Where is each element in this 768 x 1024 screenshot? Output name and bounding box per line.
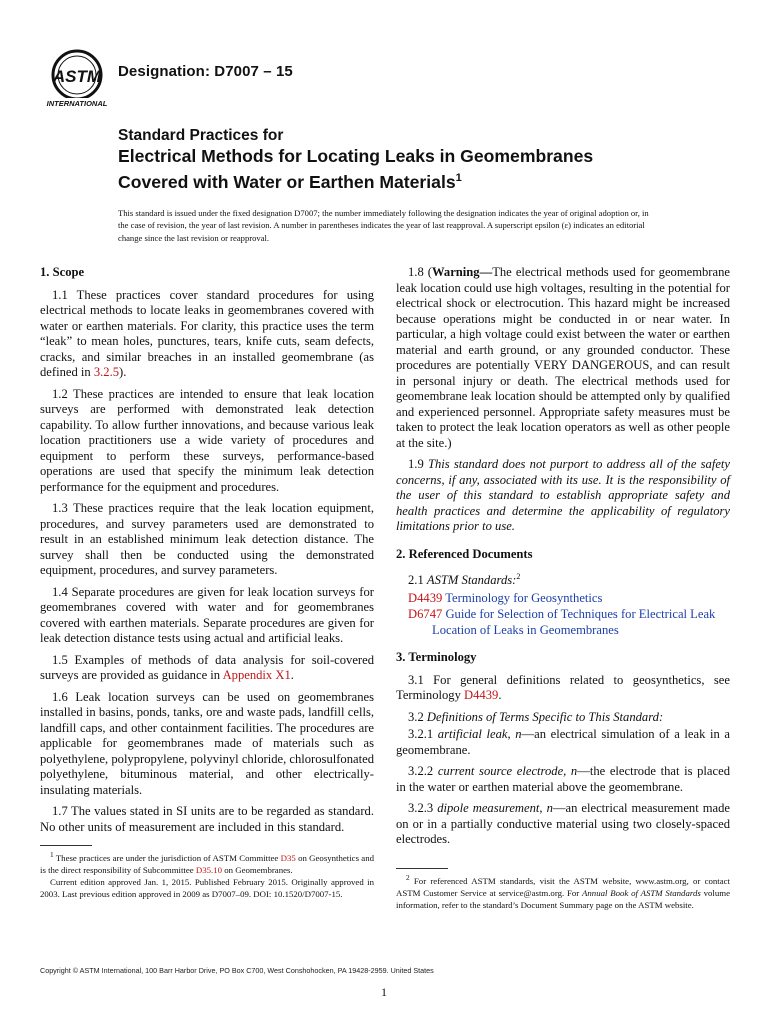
- issued-note: This standard is issued under the fixed designation D7007; the number immediately following the designation indicates the year of original adoption or, in the case of revision, the year of last revision. A number in parentheses indicates the year of last reapproval. A superscript epsilon (ε) indicates an editorial change since the last revision or reapproval.: [118, 208, 649, 243]
- paragraph-3-1-text: 3.1 For general definitions related to geosynthetics, see Terminology: [396, 672, 730, 703]
- reference-title-link[interactable]: Terminology for Geosynthetics: [445, 590, 603, 605]
- footnote-1-text: [40, 849, 374, 876]
- title-line-2-text: Covered with Water or Earthen Materials: [118, 171, 456, 192]
- footnote-2-text: [396, 872, 730, 911]
- link-d4439[interactable]: D4439: [464, 688, 499, 703]
- paragraph-1-5-text: 1.5 Examples of methods of data analysis for soil-covered surveys are provided as guidance in: [40, 652, 374, 682]
- footnote-1: [40, 845, 374, 900]
- page-number: 1: [381, 985, 387, 999]
- paragraph-2-1-text: ASTM Standards:: [426, 573, 517, 588]
- reference-title-link[interactable]: Guide for Selection of Techniques for Electrical Leak Location of Leaks in Geomembranes: [432, 607, 716, 637]
- warning-label: Warning—: [432, 265, 493, 279]
- paragraph-3-2-3-text: —an electrical measurement made on or in a partially conductive material using two closely-spaced electrodes.: [396, 801, 730, 847]
- reference-item: [408, 591, 730, 607]
- paragraph-3-2-1-number: 3.2.1: [408, 727, 438, 742]
- paragraph-3-2-2-text: —the electrode that is placed in the water or earthen material above the geomembrane.: [396, 764, 730, 794]
- footnote-2-marker: 2: [516, 572, 521, 581]
- paragraph-1-9: [396, 457, 730, 535]
- term-dipole-measurement: dipole measurement, n: [437, 801, 553, 816]
- footnote-1-part-a: These practices are under the jurisdiction of ASTM Committee: [53, 852, 281, 863]
- paragraph-1-4: 1.4 Separate procedures are given for leak location surveys for geomembranes covered with water and for geomembranes covered with earthen materials. Separate procedures are given for leak detection distance tests using actual and artificial leaks.: [40, 584, 374, 645]
- paragraph-3-2-text: Definitions of Terms Specific to This Standard:: [426, 709, 664, 724]
- astm-logo: [42, 48, 112, 110]
- footnote-2-part-a: For referenced ASTM standards, visit the ASTM website, www.astm.org, or contact ASTM Customer Service at service@astm.org. For: [396, 875, 730, 898]
- designation: Designation: D7007 – 15: [118, 63, 293, 80]
- paragraph-1-8-text: The electrical methods used for geomembrane leak location could use high voltages, resulting in the potential for electrical shock or electrocution. This hazard might be increased because operations might be conducted in or near water. In particular, a high voltage could exist between the water or earthen material and earth ground, or any grounded conductor. These procedures are potentially VERY DANGEROUS, and can result in personal injury or death. The electrical methods used for geomembrane leak location should be attempted only by qualified and experienced personnel. Appropriate safety measures must be taken to protect the leak location operators as well as other people at the site.): [396, 265, 730, 450]
- paragraph-1-6: 1.6 Leak location surveys can be used on geomembranes installed in basins, ponds, tanks, ore and waste pads, landfill cells, landfill caps, and other containment facilities. The procedures are applicable for geomembranes made of materials such as polyethylene, polypropylene, polyvinyl chloride, chlorosulfonated polyethylene, bituminous material, and other electrically-insulating materials.: [40, 689, 375, 797]
- paragraph-1-7: 1.7 The values stated in SI units are to be regarded as standard. No other units of measurement are included in this standard.: [40, 804, 374, 834]
- link-appendix-x1[interactable]: Appendix X1: [222, 668, 291, 682]
- paragraph-3-2-1-text: —an electrical simulation of a leak in a geomembrane.: [396, 727, 730, 757]
- footnote-2-part-b: volume information, refer to the standard’s Document Summary page on the ASTM website.: [396, 887, 730, 910]
- paragraph-3-1: [396, 673, 730, 704]
- referenced-documents-heading: 2. Referenced Documents: [396, 546, 533, 561]
- paragraph-1-8: [396, 265, 730, 451]
- reference-code-link[interactable]: D4439: [408, 590, 443, 605]
- title-prefix: Standard Practices for: [118, 127, 284, 144]
- paragraph-2-1-number: 2.1: [408, 573, 427, 588]
- paragraph-1-5: [40, 653, 374, 684]
- paragraph-1-8-number: 1.8 (: [408, 265, 432, 279]
- footnote-1-part-c: on Geomembranes.: [222, 864, 293, 875]
- astm-logo-icon: [42, 48, 112, 110]
- logo-subtext: INTERNATIONAL: [46, 99, 108, 108]
- paragraph-3-2-1: [396, 727, 730, 758]
- left-column: [40, 265, 374, 841]
- paragraph-3-2-2-number: 3.2.2: [408, 764, 438, 779]
- footnote-2-marker: 2: [406, 873, 410, 882]
- term-current-source-electrode: current source electrode, n: [437, 764, 578, 779]
- title-footnote-marker: 1: [455, 172, 462, 184]
- link-3-2-5[interactable]: 3.2.5: [93, 365, 120, 379]
- footnote-divider: [40, 845, 92, 846]
- reference-item: [408, 607, 730, 638]
- footnote-2: [396, 868, 730, 911]
- paragraph-1-5-end: .: [290, 668, 294, 682]
- link-d35-10[interactable]: D35.10: [195, 864, 223, 875]
- paragraph-3-2-3-number: 3.2.3: [408, 801, 438, 816]
- footnote-2-annual-book: Annual Book of ASTM Standards: [582, 887, 701, 898]
- paragraph-3-2: [396, 710, 730, 726]
- copyright-notice: Copyright © ASTM International, 100 Barr Harbor Drive, PO Box C700, West Conshohocken, PA 19428-2959. United States: [40, 966, 434, 975]
- paragraph-1-3: 1.3 These practices require that the leak location equipment, procedures, and survey parameters used are demonstrated to result in an established minimum leak detection distance. The survey shall then be conducted using the demonstrated equipment, procedures, and survey parameters.: [40, 501, 374, 577]
- title-line-2: [118, 167, 718, 193]
- right-column: [396, 265, 730, 854]
- paragraph-1-1-end: ).: [119, 365, 127, 379]
- link-d35[interactable]: D35: [280, 852, 296, 863]
- footnote-1-edition: Current edition approved Jan. 1, 2015. Published February 2015. Originally approved in 2003. Last previous edition approved in 2009 as D7007–09. DOI: 10.1520/D7007-15.: [40, 876, 374, 899]
- paragraph-1-9-number: 1.9: [408, 457, 428, 471]
- footnote-1-part-b: on Geosynthetics and is the direct responsibility of Subcommittee: [40, 852, 375, 875]
- footnote-1-marker: 1: [50, 850, 54, 859]
- scope-heading: 1. Scope: [40, 265, 85, 279]
- paragraph-2-1: [396, 569, 730, 589]
- paragraph-3-2-3: [396, 801, 730, 848]
- term-artificial-leak: artificial leak, n: [437, 727, 522, 742]
- paragraph-3-2-number: 3.2: [408, 709, 427, 724]
- reference-code-link[interactable]: D6747: [408, 607, 443, 622]
- paragraph-3-2-2: [396, 764, 730, 795]
- paragraph-1-2: 1.2 These practices are intended to ensure that leak location surveys are performed with demonstrated leak detection capability. To allow further innovations, and because various leak location practitioners use a wide variety of procedures and equipment to perform these surveys, performance-based operations are used that specify the minimum leak detection performance for the equipment and procedures.: [40, 386, 374, 494]
- paragraph-1-9-text: This standard does not purport to address all of the safety concerns, if any, associated with its use. It is the responsibility of the user of this standard to establish appropriate safety and health practices and determine the applicability of regulatory limitations prior to use.: [396, 457, 730, 533]
- terminology-heading: 3. Terminology: [396, 650, 477, 665]
- logo-text: ASTM: [52, 67, 102, 86]
- footnote-divider: [396, 868, 448, 869]
- title-line-1: Electrical Methods for Locating Leaks in Geomembranes: [118, 146, 594, 166]
- paragraph-1-1-text: 1.1 These practices cover standard procedures for using electrical methods to locate leaks in geomembranes covered with water or earthen materials. For clarity, this practice uses the term “leak” to mean holes, punctures, tears, knife cuts, seam defects, cracks, and similar breaches in an installed geomembrane (as defined in: [40, 287, 374, 379]
- paragraph-3-1-end: .: [498, 688, 502, 703]
- paragraph-1-1: [40, 288, 374, 381]
- document-title: [118, 126, 718, 193]
